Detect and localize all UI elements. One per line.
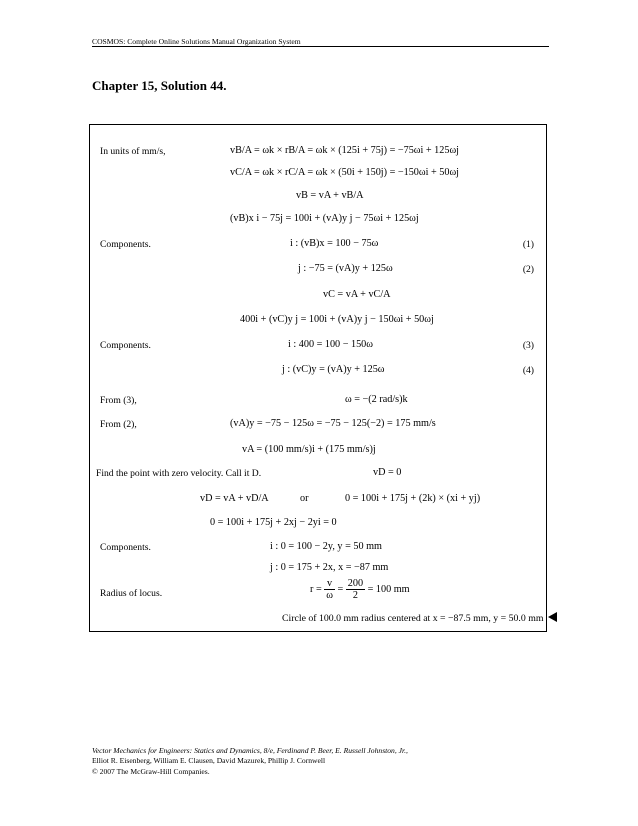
equation-vd-cross: 0 = 100i + 175j + (2k) × (xi + yj) — [345, 493, 481, 504]
label-from-3: From (3), — [100, 395, 137, 406]
fraction-2-denominator: 2 — [352, 590, 358, 601]
label-units: In units of mm/s, — [100, 146, 166, 157]
equation-or: or — [300, 493, 309, 504]
equation-vd-zero: vD = 0 — [373, 467, 402, 478]
equation-expanded-zero: 0 = 100i + 175j + 2xj − 2yi = 0 — [210, 517, 337, 528]
fraction-200-2 — [346, 578, 365, 601]
equation-number-1: (1) — [522, 239, 534, 250]
equation-number-2: (2) — [522, 264, 534, 275]
answer-text: Circle of 100.0 mm radius centered at x = −87.5 mm, y = 50.0 mm — [282, 613, 544, 624]
fraction-200-numerator: 200 — [347, 578, 364, 589]
equation-i-3: i : 0 = 100 − 2y, y = 50 mm — [270, 541, 382, 552]
equation-vb-expanded: (vB)x i − 75j = 100i + (vA)y j − 75ωi + 125ωj — [230, 213, 419, 224]
equation-vba: vB/A = ωk × rB/A = ωk × (125i + 75j) = −75ωi + 125ωj — [230, 145, 459, 156]
answer-line — [282, 612, 557, 624]
label-components-2: Components. — [100, 340, 151, 351]
equation-vd: vD = vA + vD/A — [200, 493, 269, 504]
equation-vca: vC/A = ωk × rC/A = ωk × (50i + 150j) = −150ωi + 50ωj — [230, 167, 459, 178]
footer-line-2: Elliot R. Eisenberg, William E. Clausen, David Mazurek, Phillip J. Cornwell — [92, 756, 326, 765]
equation-number-4: (4) — [522, 365, 534, 376]
footer-line-1: Vector Mechanics for Engineers: Statics and Dynamics, 8/e, Ferdinand P. Beer, E. Russell Johnston, Jr., — [92, 746, 408, 755]
radius-rhs: = 100 mm — [367, 583, 410, 595]
header-rule — [92, 46, 549, 47]
equation-vc-expanded: 400i + (vC)y j = 100i + (vA)y j − 150ωi + 50ωj — [240, 314, 434, 325]
label-from-2: From (2), — [100, 419, 137, 430]
left-pointing-triangle-icon — [548, 612, 557, 622]
label-radius: Radius of locus. — [100, 588, 163, 599]
fraction-v-omega — [324, 578, 335, 601]
radius-equals: = — [337, 583, 344, 595]
equation-vc: vC = vA + vC/A — [323, 289, 391, 300]
chapter-title: Chapter 15, Solution 44. — [92, 78, 227, 93]
equation-omega: ω = −(2 rad/s)k — [345, 394, 408, 405]
equation-number-3: (3) — [522, 340, 534, 351]
equation-i-2: i : 400 = 100 − 150ω — [288, 339, 373, 350]
label-find-point: Find the point with zero velocity. Call it D. — [96, 468, 262, 479]
equation-radius — [310, 578, 410, 601]
fraction-v-numerator: v — [324, 578, 335, 590]
equation-j-3: j : 0 = 175 + 2x, x = −87 mm — [270, 562, 389, 573]
radius-lhs: r = — [310, 583, 322, 595]
equation-j-1: j : −75 = (vA)y + 125ω — [298, 263, 393, 274]
equation-va: vA = (100 mm/s)i + (175 mm/s)j — [242, 444, 376, 455]
equation-vb: vB = vA + vB/A — [296, 190, 364, 201]
fraction-omega-denominator: ω — [326, 590, 333, 601]
header-title: COSMOS: Complete Online Solutions Manual Organization System — [92, 37, 301, 46]
label-components-3: Components. — [100, 542, 151, 553]
equation-j-2: j : (vC)y = (vA)y + 125ω — [282, 364, 385, 375]
equation-vay: (vA)y = −75 − 125ω = −75 − 125(−2) = 175 mm/s — [230, 418, 436, 429]
footer-line-3: © 2007 The McGraw-Hill Companies. — [92, 767, 210, 776]
equation-i-1: i : (vB)x = 100 − 75ω — [290, 238, 379, 249]
label-components-1: Components. — [100, 239, 151, 250]
